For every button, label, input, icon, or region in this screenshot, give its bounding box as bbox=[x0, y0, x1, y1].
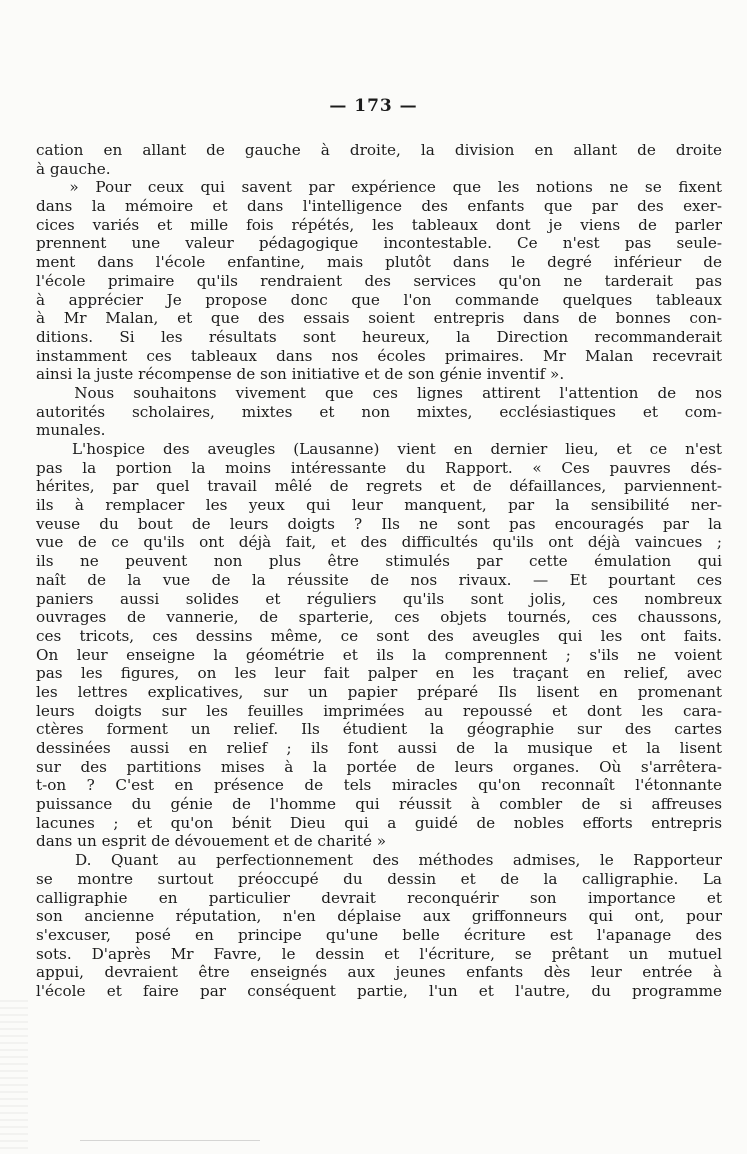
text-line: à Mr Malan, et que des essais soient entrepris dans de bonnes con- bbox=[36, 309, 722, 328]
text-line: ditions. Si les résultats sont heureux, la Direction recommanderait bbox=[36, 327, 722, 346]
text-line: l'école primaire qu'ils rendraient des services qu'on ne tarderait pas bbox=[36, 271, 722, 290]
text-line: sur des partitions mises à la portée de leurs organes. Où s'arrêtera- bbox=[36, 757, 722, 776]
text-line: son ancienne réputation, n'en déplaise aux griffonneurs qui ont, pour bbox=[36, 907, 722, 926]
text-line: On leur enseigne la géométrie et ils la comprennent ; s'ils ne voient bbox=[36, 645, 722, 664]
text-line: vue de ce qu'ils ont déjà fait, et des difficultés qu'ils ont déjà vaincues ; bbox=[36, 533, 722, 552]
text-line: pas la portion la moins intéressante du Rapport. « Ces pauvres dés- bbox=[36, 458, 722, 477]
text-line: naît de la vue de la réussite de nos rivaux. — Et pourtant ces bbox=[36, 570, 722, 589]
text-line: » Pour ceux qui savent par expérience que les notions ne se fixent bbox=[36, 178, 722, 197]
text-line: cices variés et mille fois répétés, les tableaux dont je viens de parler bbox=[36, 215, 722, 234]
page-number: — 173 — bbox=[329, 96, 418, 116]
text-line: ouvrages de vannerie, de sparterie, ces objets tournés, ces chaussons, bbox=[36, 608, 722, 627]
text-line: paniers aussi solides et réguliers qu'ils sont jolis, ces nombreux bbox=[36, 589, 722, 608]
text-line: à apprécier Je propose donc que l'on commande quelques tableaux bbox=[36, 290, 722, 309]
text-line: les lettres explicatives, sur un papier préparé Ils lisent en promenant bbox=[36, 682, 722, 701]
text-line: calligraphie en particulier devrait reconquérir son importance et bbox=[36, 888, 722, 907]
text-line: D. Quant au perfectionnement des méthodes admises, le Rapporteur bbox=[36, 851, 722, 870]
text-line: sots. D'après Mr Favre, le dessin et l'écriture, se prêtant un mutuel bbox=[36, 944, 722, 963]
text-line: pas les figures, on les leur fait palper en les traçant en relief, avec bbox=[36, 664, 722, 683]
text-line: à gauche. bbox=[36, 159, 111, 178]
text-line: appui, devraient être enseignés aux jeunes enfants dès leur entrée à bbox=[36, 963, 722, 982]
text-line: leurs doigts sur les feuilles imprimées au repoussé et dont les cara- bbox=[36, 701, 722, 720]
text-line: cation en allant de gauche à droite, la division en allant de droite bbox=[36, 141, 722, 159]
text-line: ces tricots, ces dessins même, ce sont des aveugles qui les ont faits. bbox=[36, 626, 722, 645]
text-line: prennent une valeur pédagogique incontestable. Ce n'est pas seule- bbox=[36, 234, 722, 253]
margin-smudge bbox=[0, 1000, 28, 1150]
text-line: l'école et faire par conséquent partie, l'un et l'autre, du programme bbox=[36, 981, 722, 1000]
text-line: dessinées aussi en relief ; ils font aussi de la musique et la lisent bbox=[36, 739, 722, 757]
text-line: se montre surtout préoccupé du dessin et de la calligraphie. La bbox=[36, 869, 722, 888]
text-line: L'hospice des aveugles (Lausanne) vient en dernier lieu, et ce n'est bbox=[36, 440, 722, 458]
text-line: instamment ces tableaux dans nos écoles primaires. Mr Malan recevrait bbox=[36, 346, 722, 365]
text-line: ainsi la juste récompense de son initiative et de son génie inventif ». bbox=[36, 365, 565, 384]
text-line: dans la mémoire et dans l'intelligence des enfants que par des exer- bbox=[36, 197, 722, 216]
text-line: ment dans l'école enfantine, mais plutôt dans le degré inférieur de bbox=[36, 253, 722, 272]
text-line: Nous souhaitons vivement que ces lignes attirent l'attention de nos bbox=[36, 383, 722, 402]
text-line: munales. bbox=[36, 421, 106, 440]
text-line: dans un esprit de dévouement et de charité » bbox=[36, 832, 387, 851]
text-line: ils à remplacer les yeux qui leur manquent, par la sensibilité ner- bbox=[36, 496, 722, 515]
text-line: veuse du bout de leurs doigts ? Ils ne sont pas encouragés par la bbox=[36, 514, 722, 533]
text-line: puissance du génie de l'homme qui réussit à combler de si affreuses bbox=[36, 795, 722, 814]
text-line: hérites, par quel travail mêlé de regrets et de défaillances, parviennent- bbox=[36, 477, 722, 496]
text-line: s'excuser, posé en principe qu'une belle écriture est l'apanage des bbox=[36, 925, 722, 944]
text-line: autorités scholaires, mixtes et non mixtes, ecclésiastiques et com- bbox=[36, 402, 722, 421]
text-line: ctères forment un relief. Ils étudient la géographie sur des cartes bbox=[36, 720, 722, 739]
text-line: ils ne peuvent non plus être stimulés par cette émulation qui bbox=[36, 552, 722, 571]
bottom-rule bbox=[80, 1140, 260, 1141]
body-text bbox=[36, 141, 722, 1001]
text-line: lacunes ; et qu'on bénit Dieu qui a guidé de nobles efforts entrepris bbox=[36, 813, 722, 832]
text-line: t-on ? C'est en présence de tels miracles qu'on reconnaît l'étonnante bbox=[36, 776, 722, 795]
